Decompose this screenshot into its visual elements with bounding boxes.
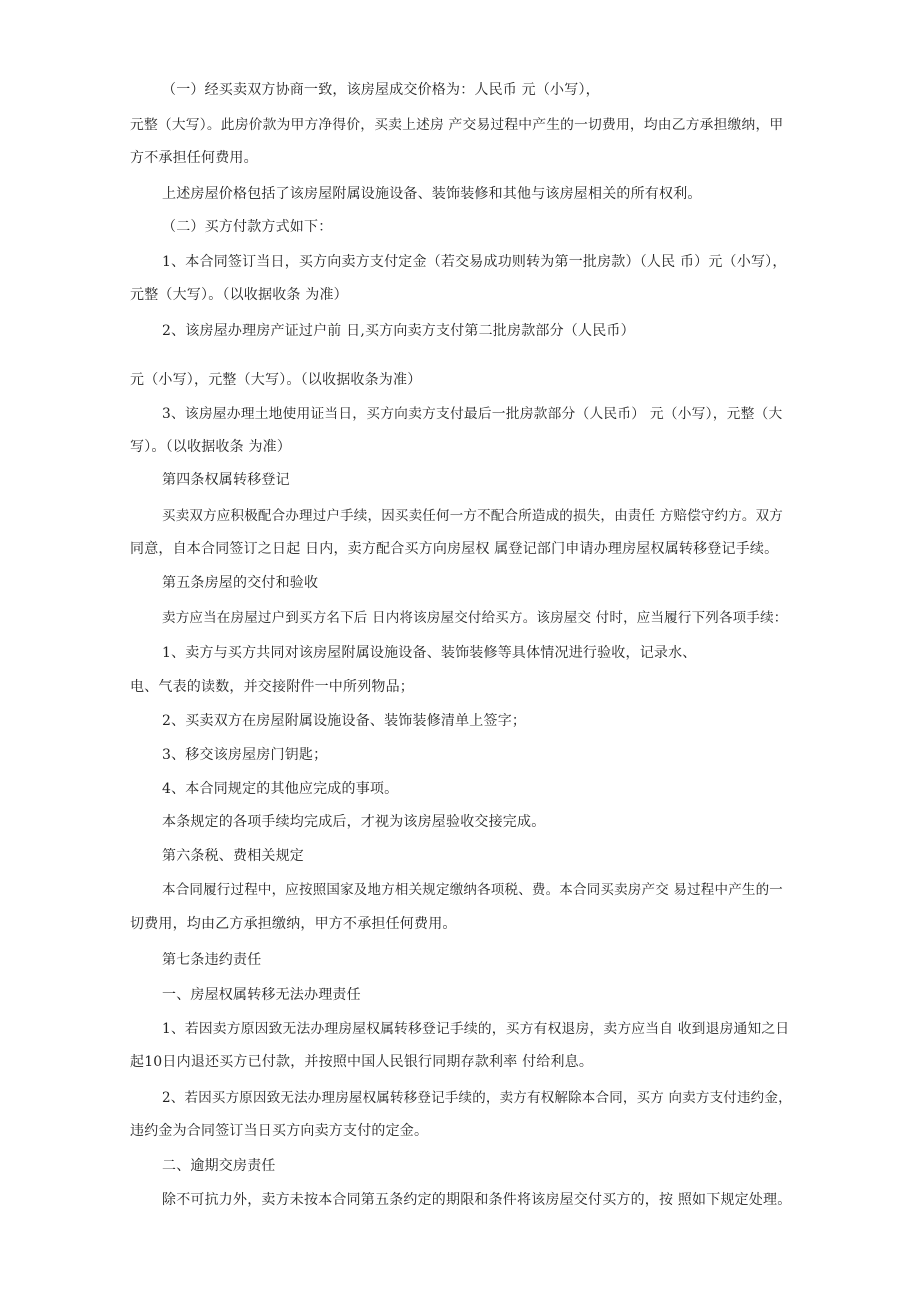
- text-line: 2、该房屋办理房产证过户前 日,买方向卖方支付第二批房款部分（人民币）: [162, 323, 635, 339]
- text-line: 1、卖方与买方共同对该房屋附属设施设备、装饰装修等具体情况进行验收，记录水、: [162, 645, 697, 661]
- text-line: 元整（大写）。此房价款为甲方净得价，买卖上述房 产交易过程中产生的一切费用，均由乙方承担缴纳，甲: [130, 117, 784, 133]
- text-line: 2、买卖双方在房屋附属设施设备、装饰装修清单上签字；: [162, 713, 527, 729]
- section-heading: 第六条税、费相关规定: [162, 848, 304, 864]
- text-line: 3、该房屋办理土地使用证当日，买方向卖方支付最后一批房款部分（人民币） 元（小写），元整（大: [162, 406, 783, 422]
- section-heading: 第五条房屋的交付和验收: [162, 575, 319, 591]
- text-line: 写）。（以收据收条 为准）: [130, 439, 292, 455]
- text-line: 买卖双方应积极配合办理过户手续，因买卖任何一方不配合所造成的损失，由责任 方赔偿守约方。双方: [162, 508, 783, 524]
- text-line: 本条规定的各项手续均完成后，才视为该房屋验收交接完成。: [162, 814, 546, 830]
- subsection-heading: 一、房屋权属转移无法办理责任: [162, 987, 361, 1003]
- text-line: 除不可抗力外，卖方未按本合同第五条约定的期限和条件将该房屋交付买方的，按 照如下规定处理。: [162, 1192, 792, 1208]
- text-line: 1、若因卖方原因致无法办理房屋权属转移登记手续的，买方有权退房，卖方应当自 收到退房通知之日: [162, 1021, 790, 1037]
- section-heading: 第七条违约责任: [162, 952, 262, 968]
- text-line: 元整（大写）。（以收据收条 为准）: [130, 287, 348, 303]
- text-line: 2、若因买方原因致无法办理房屋权属转移登记手续的，卖方有权解除本合同，买方 向卖方支付违约金，: [162, 1090, 792, 1106]
- text-line: 本合同履行过程中，应按照国家及地方相关规定缴纳各项税、费。本合同买卖房产交 易过程中产生的一: [162, 882, 783, 898]
- text-line: （一）经买卖双方协商一致，该房屋成交价格为：人民币 元（小写），: [162, 82, 600, 98]
- text-line: 元（小写），元整（大写）。（以收据收条为准）: [130, 372, 422, 388]
- text-line: 4、本合同规定的其他应完成的事项。: [162, 781, 399, 797]
- subsection-heading: 二、逾期交房责任: [162, 1158, 276, 1174]
- text-line: 卖方应当在房屋过户到买方名下后 日内将该房屋交付给买方。该房屋交 付时，应当履行下列各项手续：: [162, 610, 788, 626]
- text-line: 同意，自本合同签订之日起 日内，卖方配合买方向房屋权 属登记部门申请办理房屋权属转移登记手续。: [130, 541, 779, 557]
- text-line: 上述房屋价格包括了该房屋附属设施设备、装饰装修和其他与该房屋相关的所有权利。: [162, 186, 702, 202]
- text-line: 违约金为合同签订当日买方向卖方支付的定金。: [130, 1123, 429, 1139]
- text-line: 电、气表的读数，并交接附件一中所列物品；: [130, 679, 414, 695]
- text-line: 1、本合同签订当日，买方向卖方支付定金（若交易成功则转为第一批房款）（人民 币）元（小写），: [162, 254, 787, 270]
- text-line: （二）买方付款方式如下：: [162, 219, 333, 235]
- text-line: 切费用，均由乙方承担缴纳，甲方不承担任何费用。: [130, 916, 457, 932]
- section-heading: 第四条权属转移登记: [162, 472, 290, 488]
- text-line: 3、移交该房屋房门钥匙；: [162, 747, 328, 763]
- text-line: 方不承担任何费用。: [130, 150, 258, 166]
- text-line: 起10日内退还买方已付款，并按照中国人民银行同期存款利率 付给利息。: [130, 1054, 594, 1070]
